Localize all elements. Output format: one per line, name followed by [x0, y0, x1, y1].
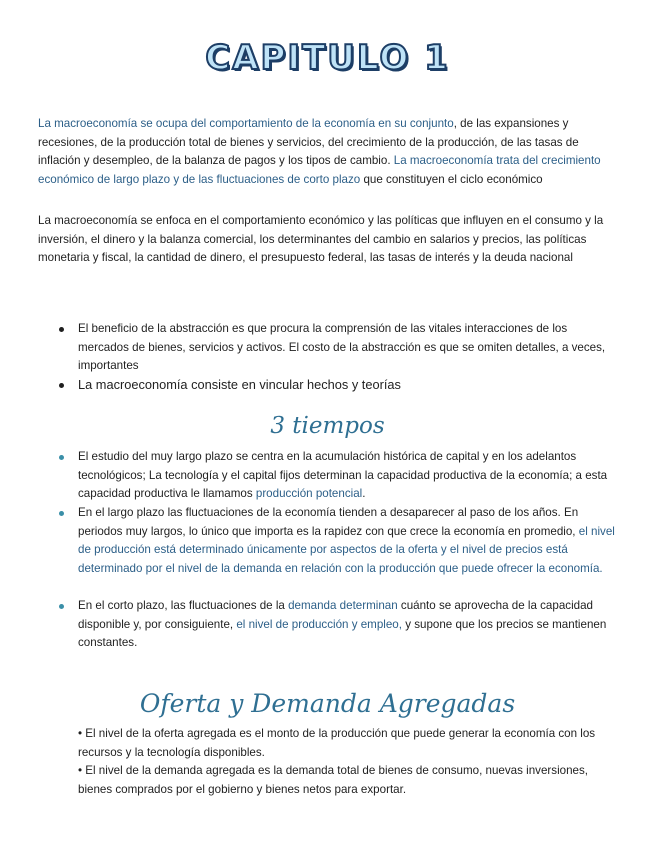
very-long-run-end: .	[362, 487, 366, 500]
bullet-icon	[59, 511, 64, 516]
short-run-text-1: En el corto plazo, las fluctuaciones de la	[78, 599, 289, 612]
focus-paragraph: La macroeconomía se enfoca en el comportamiento económico y las políticas que influyen en el consumo y la inversión, el dinero y la balanza comercial, los determinantes del cambio en salarios y precios, las políticas monetaria y fiscal, la cantidad de dinero, el presupuesto federal, las tasas de interés y la deuda nacional	[38, 214, 604, 264]
bullet-icon	[59, 455, 64, 460]
list-item	[78, 320, 618, 376]
intro-text-1: , de las expansiones y recesiones, de la producción total de bienes y servicios, del crecimiento de la producción, de las tasas de inflación y desempleo, de la balanza de pagos y los tipos de cambio.	[38, 117, 579, 167]
list-item	[78, 597, 618, 653]
oferta-item-1: • El nivel de la oferta agregada es el monto de la producción que puede generar la economía con los recursos y la tecnología disponibles.	[78, 727, 596, 759]
page-title: CAPITULO 1	[205, 38, 450, 78]
intro-text-2: que constituyen el ciclo económico	[360, 172, 543, 186]
oferta-item-2: • El nivel de la demanda agregada es la demanda total de bienes de consumo, nuevas inversiones, bienes comprados por el gobierno y bienes netos para exportar.	[78, 764, 589, 796]
section-heading-oferta: Oferta y Demanda Agregadas	[139, 689, 516, 718]
bullet-icon	[59, 383, 64, 388]
employment-highlight: el nivel de producción y empleo,	[236, 617, 402, 631]
section-heading-tiempos: 3 tiempos	[270, 413, 385, 439]
short-run-text-2: cuánto se aprovecha de la capacidad disponible y, por consiguiente,	[78, 599, 593, 631]
list-item	[78, 448, 618, 504]
short-run-text-3: y supone que los precios se mantienen constantes.	[78, 617, 607, 649]
potential-output-highlight: producción potencial	[255, 487, 363, 500]
long-run-highlight: el nivel de producción está determinado únicamente por aspectos de la oferta y el nivel de precios está determinado por el nivel de la demanda en relación con la producción que puede ofrecer la economía.	[78, 524, 615, 575]
very-long-run-text: El estudio del muy largo plazo se centra en la acumulación histórica de capital y en los adelantos tecnológicos; La tecnología y el capital fijos determinan la capacidad productiva de la economía; a esta capacidad productiva le llamamos	[78, 450, 608, 500]
list-item	[78, 504, 618, 578]
intro-paragraph	[38, 115, 616, 189]
intro-highlight-1: La macroeconomía se ocupa del comportamiento de la economía en su conjunto	[38, 117, 454, 130]
list-item	[78, 376, 618, 395]
bullet-icon	[59, 327, 64, 332]
long-run-text: En el largo plazo las fluctuaciones de la economía tienden a desaparecer al paso de los años. En periodos muy largos, lo único que importa es la rapidez con que crece la economía en promedio,	[78, 506, 579, 538]
intro-highlight-2: La macroeconomía trata del crecimiento económico de largo plazo y de las fluctuaciones de corto plazo	[38, 154, 601, 186]
demand-highlight: demanda determinan	[288, 599, 398, 612]
bullet-icon	[59, 604, 64, 609]
abstraction-text: El beneficio de la abstracción es que procura la comprensión de las vitales interacciones de los mercados de bienes, servicios y activos. El costo de la abstracción es que se omiten detalles, a veces, importantes	[78, 322, 606, 372]
linking-text: La macroeconomía consiste en vincular hechos y teorías	[78, 377, 401, 392]
